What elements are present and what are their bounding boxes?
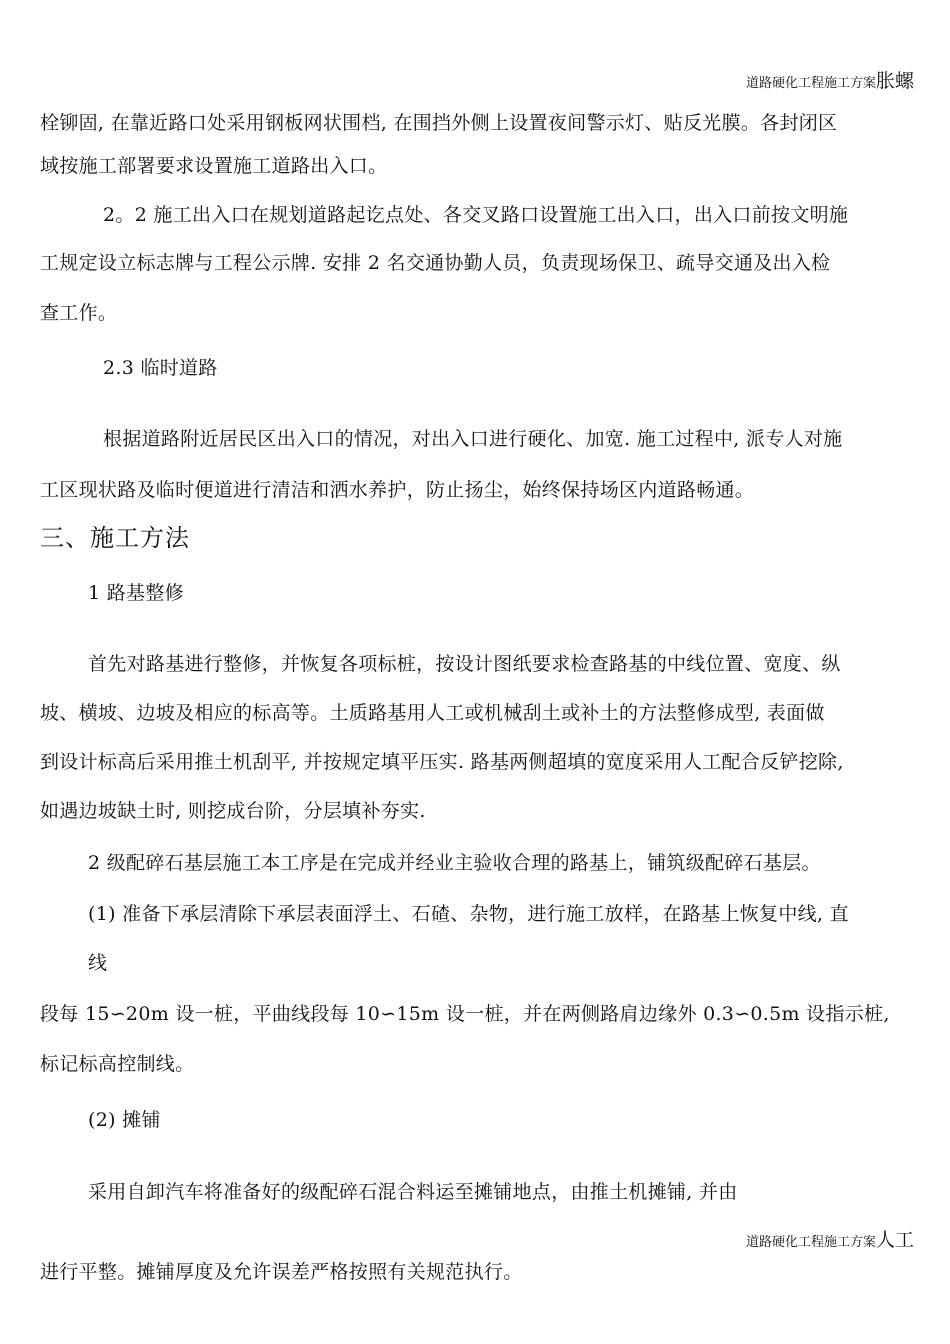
text-line: 段每 15∽20m 设一桩，平曲线段每 10∽15m 设一桩，并在两侧路肩边缘外 0.3∽0.5m 设指示桩, — [40, 1003, 890, 1025]
text-line: 进行平整。摊铺厚度及允许误差严格按照有关规范执行。 — [40, 1261, 523, 1283]
text-line: 查工作。 — [40, 302, 118, 324]
header-doc-title: 道路硬化工程施工方案 — [745, 76, 876, 91]
text-line: 坡、横坡、边坡及相应的标高等。土质路基用人工或机械刮土或补土的方法整修成型, 表面做 — [40, 702, 825, 724]
header-doc-title: 道路硬化工程施工方案 — [745, 1235, 876, 1250]
text-line: 如遇边坡缺土时, 则挖成台阶，分层填补夯实. — [40, 800, 426, 822]
text-line: 工区现状路及临时便道进行清洁和洒水养护，防止扬尘，始终保持场区内道路畅通。 — [40, 479, 755, 501]
page-header — [746, 66, 914, 93]
text-line: 域按施工部署要求设置施工道路出入口。 — [40, 155, 388, 177]
text-line: 标记标高控制线。 — [40, 1053, 195, 1075]
chapter-heading: 三、施工方法 — [40, 524, 190, 552]
section-heading: 2.3 临时道路 — [103, 357, 218, 379]
text-line: 首先对路基进行整修，并恢复各项标桩，按设计图纸要求检查路基的中线位置、宽度、纵 — [88, 653, 841, 675]
text-line: 到设计标高后采用推土机刮平, 并按规定填平压实. 路基两侧超填的宽度采用人工配合反铲挖除, — [40, 751, 844, 773]
text-line: 2 级配碎石基层施工本工序是在完成并经业主验收合理的路基上，铺筑级配碎石基层。 — [88, 852, 821, 874]
text-line: 采用自卸汽车将准备好的级配碎石混合料运至摊铺地点，由推土机摊铺, 并由 — [88, 1181, 738, 1203]
page-header-bottom — [746, 1225, 914, 1252]
section-heading: 1 路基整修 — [88, 582, 184, 604]
text-line: (1) 准备下承层清除下承层表面浮土、石碴、杂物，进行施工放样，在路基上恢复中线, 直 — [88, 903, 849, 925]
text-line: 根据道路附近居民区出入口的情况，对出入口进行硬化、加宽. 施工过程中, 派专人对施 — [103, 428, 843, 450]
header-word: 人工 — [875, 1229, 914, 1251]
text-line: 线 — [88, 952, 108, 974]
text-line: 工规定设立标志牌与工程公示牌. 安排 2 名交通协勤人员，负责现场保卫、疏导交通及出入检 — [40, 252, 831, 274]
text-line: 2。2 施工出入口在规划道路起讫点处、各交叉路口设置施工出入口，出入口前按文明施 — [103, 204, 849, 226]
section-heading: (2) 摊铺 — [88, 1109, 161, 1131]
header-word: 胀螺 — [875, 70, 914, 92]
text-line: 栓铆固, 在靠近路口处采用钢板网状围档, 在围挡外侧上设置夜间警示灯、贴反光膜。各封闭区 — [40, 112, 838, 134]
